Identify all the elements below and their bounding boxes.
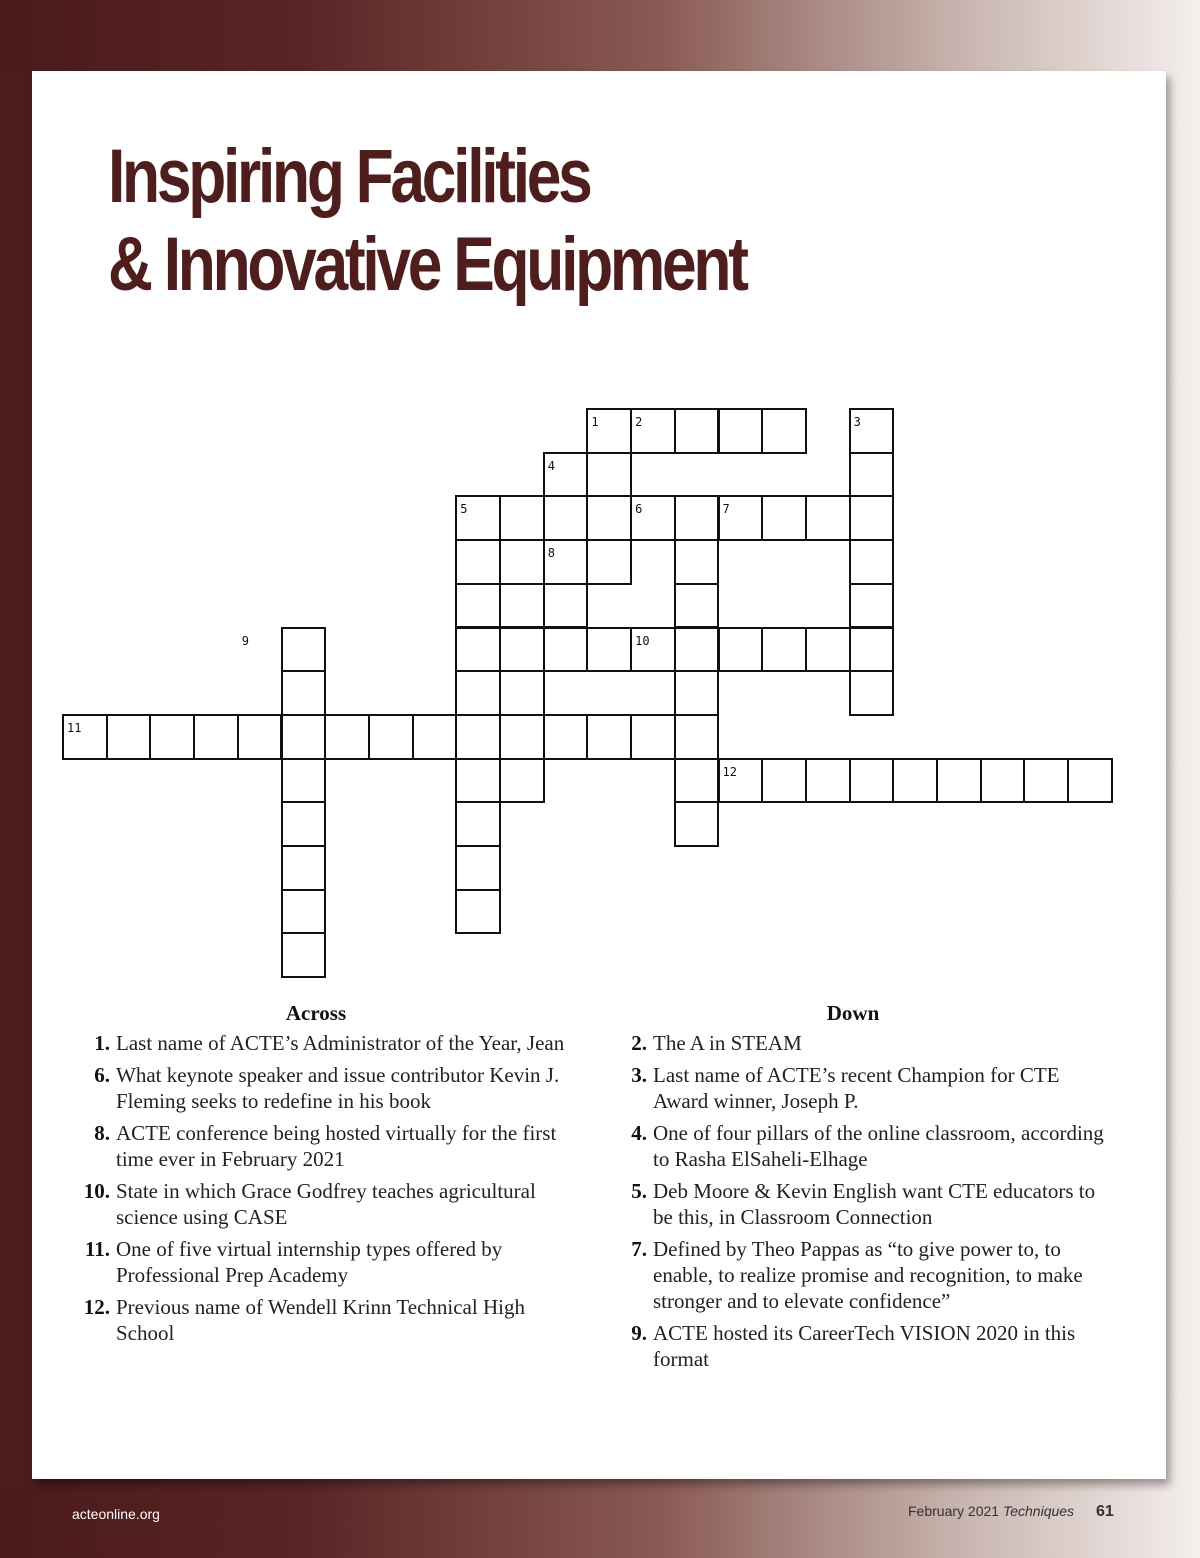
grid-cell[interactable] bbox=[499, 539, 545, 585]
down-clues bbox=[593, 1001, 1113, 1378]
across-clue bbox=[56, 1120, 576, 1172]
clue-number-label: 5 bbox=[460, 502, 468, 517]
clue-number: 12. bbox=[83, 1295, 110, 1319]
clue-text: One of four pillars of the online classroom, according to Rasha ElSaheli-Elhage bbox=[653, 1121, 1104, 1171]
clue-number: 6. bbox=[94, 1063, 110, 1087]
clue-number-label: 1 bbox=[591, 415, 599, 429]
grid-cell[interactable] bbox=[324, 714, 370, 760]
grid-cell[interactable] bbox=[543, 714, 589, 760]
clue-text: Deb Moore & Kevin English want CTE educators to be this, in Classroom Connection bbox=[653, 1179, 1096, 1229]
grid-cell[interactable] bbox=[281, 889, 327, 935]
clue-text: Last name of ACTE’s recent Champion for CTE Award winner, Joseph P. bbox=[653, 1063, 1060, 1113]
footer-date: February 2021 bbox=[908, 1503, 1000, 1519]
clue-number-label: 7 bbox=[722, 502, 730, 517]
grid-cell[interactable] bbox=[368, 714, 414, 760]
grid-cell[interactable] bbox=[281, 801, 327, 847]
footer-magazine: Techniques bbox=[1002, 1503, 1075, 1519]
grid-cell[interactable] bbox=[455, 539, 501, 585]
across-clues bbox=[56, 1001, 576, 1352]
clue-text: State in which Grace Godfrey teaches agricultural science using CASE bbox=[116, 1179, 536, 1229]
grid-cell[interactable] bbox=[281, 932, 327, 978]
grid-cell[interactable] bbox=[543, 627, 589, 673]
clue-number-label: 12 bbox=[722, 764, 737, 779]
down-clue bbox=[593, 1030, 1113, 1056]
grid-cell[interactable] bbox=[455, 889, 501, 935]
grid-cell[interactable] bbox=[674, 583, 720, 629]
grid-cell[interactable] bbox=[149, 714, 195, 760]
grid-cell[interactable] bbox=[193, 714, 239, 760]
grid-cell[interactable] bbox=[718, 627, 764, 673]
grid-cell[interactable] bbox=[281, 758, 327, 804]
grid-cell[interactable] bbox=[281, 627, 327, 673]
clue-number: 8. bbox=[94, 1121, 110, 1145]
clue-number: 3. bbox=[631, 1063, 647, 1087]
grid-cell[interactable] bbox=[281, 845, 327, 891]
grid-cell[interactable] bbox=[674, 539, 720, 585]
grid-cell[interactable] bbox=[586, 495, 632, 541]
crossword-grid bbox=[32, 71, 1166, 971]
grid-cell[interactable] bbox=[674, 408, 720, 454]
grid-cell[interactable] bbox=[849, 583, 895, 629]
grid-cell[interactable] bbox=[849, 495, 895, 541]
grid-cell[interactable] bbox=[543, 583, 589, 629]
clue-number: 10. bbox=[83, 1179, 110, 1203]
grid-cell[interactable] bbox=[586, 539, 632, 585]
title-line-2: & Innovative Equipment bbox=[108, 222, 746, 307]
clue-text: One of five virtual internship types offered by Professional Prep Academy bbox=[116, 1237, 503, 1287]
grid-cell[interactable] bbox=[849, 452, 895, 498]
grid-cell[interactable] bbox=[237, 714, 283, 760]
grid-cell[interactable] bbox=[980, 758, 1026, 804]
clue-number-label: 2 bbox=[635, 415, 643, 429]
down-clue bbox=[593, 1320, 1113, 1372]
across-clue bbox=[56, 1030, 576, 1056]
grid-cell[interactable] bbox=[849, 539, 895, 585]
clue-number-label: 8 bbox=[547, 546, 555, 561]
clue-text: ACTE hosted its CareerTech VISION 2020 in this format bbox=[653, 1321, 1076, 1371]
clue-text: Previous name of Wendell Krinn Technical High School bbox=[116, 1295, 525, 1345]
down-clue bbox=[593, 1178, 1113, 1230]
grid-cell[interactable] bbox=[281, 670, 327, 716]
down-clue bbox=[593, 1120, 1113, 1172]
grid-cell[interactable] bbox=[499, 495, 545, 541]
grid-cell[interactable] bbox=[455, 845, 501, 891]
grid-cell[interactable] bbox=[586, 452, 632, 498]
grid-cell[interactable] bbox=[106, 714, 152, 760]
grid-cell[interactable] bbox=[761, 627, 807, 673]
across-clue bbox=[56, 1236, 576, 1288]
clue-number: 11. bbox=[84, 1237, 110, 1261]
grid-cell[interactable] bbox=[499, 583, 545, 629]
grid-cell[interactable] bbox=[455, 758, 501, 804]
clue-number: 1. bbox=[94, 1031, 110, 1055]
grid-cell[interactable] bbox=[586, 714, 632, 760]
clue-number-label: 9 bbox=[241, 633, 250, 648]
grid-cell[interactable] bbox=[1067, 758, 1113, 804]
grid-cell[interactable] bbox=[892, 758, 938, 804]
grid-cell[interactable] bbox=[499, 627, 545, 673]
footer-site: acteonline.org bbox=[72, 1506, 160, 1522]
across-clue bbox=[56, 1062, 576, 1114]
grid-cell[interactable] bbox=[455, 714, 501, 760]
grid-cell[interactable] bbox=[761, 495, 807, 541]
grid-cell[interactable] bbox=[849, 627, 895, 673]
grid-cell[interactable] bbox=[761, 758, 807, 804]
grid-cell[interactable] bbox=[849, 758, 895, 804]
title-line-1: Inspiring Facilities bbox=[108, 134, 590, 219]
grid-cell[interactable] bbox=[586, 627, 632, 673]
grid-cell[interactable] bbox=[543, 495, 589, 541]
clue-number-label: 10 bbox=[635, 633, 650, 648]
grid-cell[interactable] bbox=[674, 714, 720, 760]
clue-text: Last name of ACTE’s Administrator of the Year, Jean bbox=[116, 1031, 565, 1055]
clue-number-label: 4 bbox=[547, 458, 555, 473]
across-clue bbox=[56, 1178, 576, 1230]
grid-cell[interactable] bbox=[455, 583, 501, 629]
grid-cell[interactable] bbox=[805, 495, 851, 541]
footer-info bbox=[908, 1503, 1114, 1521]
grid-cell[interactable] bbox=[499, 670, 545, 716]
grid-cell[interactable] bbox=[455, 801, 501, 847]
grid-cell[interactable] bbox=[412, 714, 458, 760]
grid-cell[interactable] bbox=[674, 670, 720, 716]
left-border bbox=[0, 70, 32, 1490]
grid-cell[interactable] bbox=[455, 627, 501, 673]
magazine-page bbox=[32, 71, 1166, 1479]
clue-text: The A in STEAM bbox=[653, 1031, 802, 1055]
grid-cell[interactable] bbox=[718, 408, 764, 454]
clue-number: 5. bbox=[631, 1179, 647, 1203]
grid-cell[interactable] bbox=[499, 758, 545, 804]
clue-number: 9. bbox=[631, 1321, 647, 1345]
grid-cell[interactable] bbox=[674, 758, 720, 804]
grid-cell[interactable] bbox=[499, 714, 545, 760]
clue-number-label: 11 bbox=[67, 720, 82, 735]
clue-number: 4. bbox=[631, 1121, 647, 1145]
grid-cell[interactable] bbox=[936, 758, 982, 804]
grid-cell[interactable] bbox=[674, 801, 720, 847]
grid-cell[interactable] bbox=[281, 714, 327, 760]
clue-text: What keynote speaker and issue contributor Kevin J. Fleming seeks to redefine in his book bbox=[116, 1063, 560, 1113]
grid-cell[interactable] bbox=[630, 714, 676, 760]
across-clue bbox=[56, 1294, 576, 1346]
page-number: 61 bbox=[1095, 1503, 1114, 1520]
grid-cell[interactable] bbox=[805, 758, 851, 804]
clue-number: 2. bbox=[631, 1031, 647, 1055]
clue-number: 7. bbox=[631, 1237, 647, 1261]
clue-number-label: 3 bbox=[853, 415, 861, 429]
clue-text: ACTE conference being hosted virtually for the first time ever in February 2021 bbox=[116, 1121, 557, 1171]
clue-number-label: 6 bbox=[635, 502, 643, 517]
grid-cell[interactable] bbox=[1023, 758, 1069, 804]
down-heading: Down bbox=[826, 1001, 880, 1025]
grid-cell[interactable] bbox=[849, 670, 895, 716]
grid-cell[interactable] bbox=[455, 670, 501, 716]
down-clue bbox=[593, 1236, 1113, 1314]
grid-cell[interactable] bbox=[761, 408, 807, 454]
grid-cell[interactable] bbox=[805, 627, 851, 673]
across-heading: Across bbox=[285, 1001, 347, 1025]
grid-cell[interactable] bbox=[674, 495, 720, 541]
grid-cell[interactable] bbox=[674, 627, 720, 673]
down-clue bbox=[593, 1062, 1113, 1114]
clue-text: Defined by Theo Pappas as “to give power to, to enable, to realize promise and recognition, to make stronger and to elevate confidence” bbox=[653, 1237, 1083, 1313]
